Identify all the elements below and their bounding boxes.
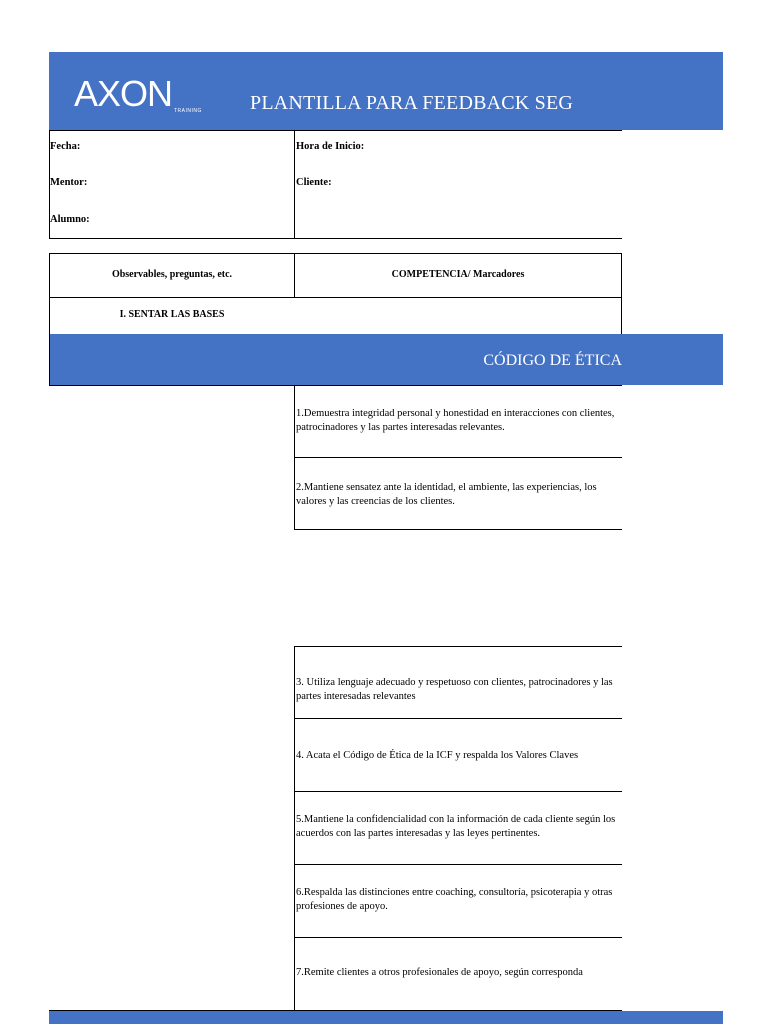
marker-item-4: 4. Acata el Código de Ética de la ICF y respalda los Valores Claves bbox=[296, 750, 579, 761]
bottom-band bbox=[49, 1011, 723, 1024]
mentor-label: Mentor: bbox=[50, 177, 88, 188]
column-header-observables: Observables, preguntas, etc. bbox=[111, 269, 233, 280]
fecha-label: Fecha: bbox=[50, 141, 81, 152]
column-header-competencia: COMPETENCIA/ Marcadores bbox=[391, 269, 525, 280]
axon-logo bbox=[74, 70, 204, 120]
section-title: CÓDIGO DE ÉTICA bbox=[483, 352, 622, 369]
marker-item-1: 1.Demuestra integridad personal y honestidad en interacciones con clientes, patrocinadores y las partes interesadas relevantes. bbox=[296, 408, 615, 433]
marker-item-2: 2.Mantiene sensatez ante la identidad, el ambiente, las experiencias, los valores y las creencias de los clientes. bbox=[296, 482, 597, 507]
marker-item-7: 7.Remite clientes a otros profesionales de apoyo, según corresponda bbox=[296, 967, 583, 978]
hora-inicio-label: Hora de Inicio: bbox=[296, 141, 365, 152]
marker-item-6: 6.Respalda las distinciones entre coaching, consultoría, psicoterapia y otras profesiones de apoyo. bbox=[296, 887, 613, 912]
svg-text:TRAINING: TRAINING bbox=[174, 108, 202, 114]
marker-item-5: 5.Mantiene la confidencialidad con la información de cada cliente según los acuerdos con las partes interesadas y las leyes pertinentes. bbox=[296, 814, 616, 839]
page-title: PLANTILLA PARA FEEDBACK SEG bbox=[250, 92, 574, 114]
section-heading: I. SENTAR LAS BASES bbox=[119, 309, 225, 320]
cliente-label: Cliente: bbox=[296, 177, 332, 188]
alumno-label: Alumno: bbox=[50, 214, 90, 225]
marker-item-3: 3. Utiliza lenguaje adecuado y respetuoso con clientes, patrocinadores y las partes interesadas relevantes bbox=[296, 677, 613, 702]
svg-text:AXON: AXON bbox=[74, 73, 173, 114]
